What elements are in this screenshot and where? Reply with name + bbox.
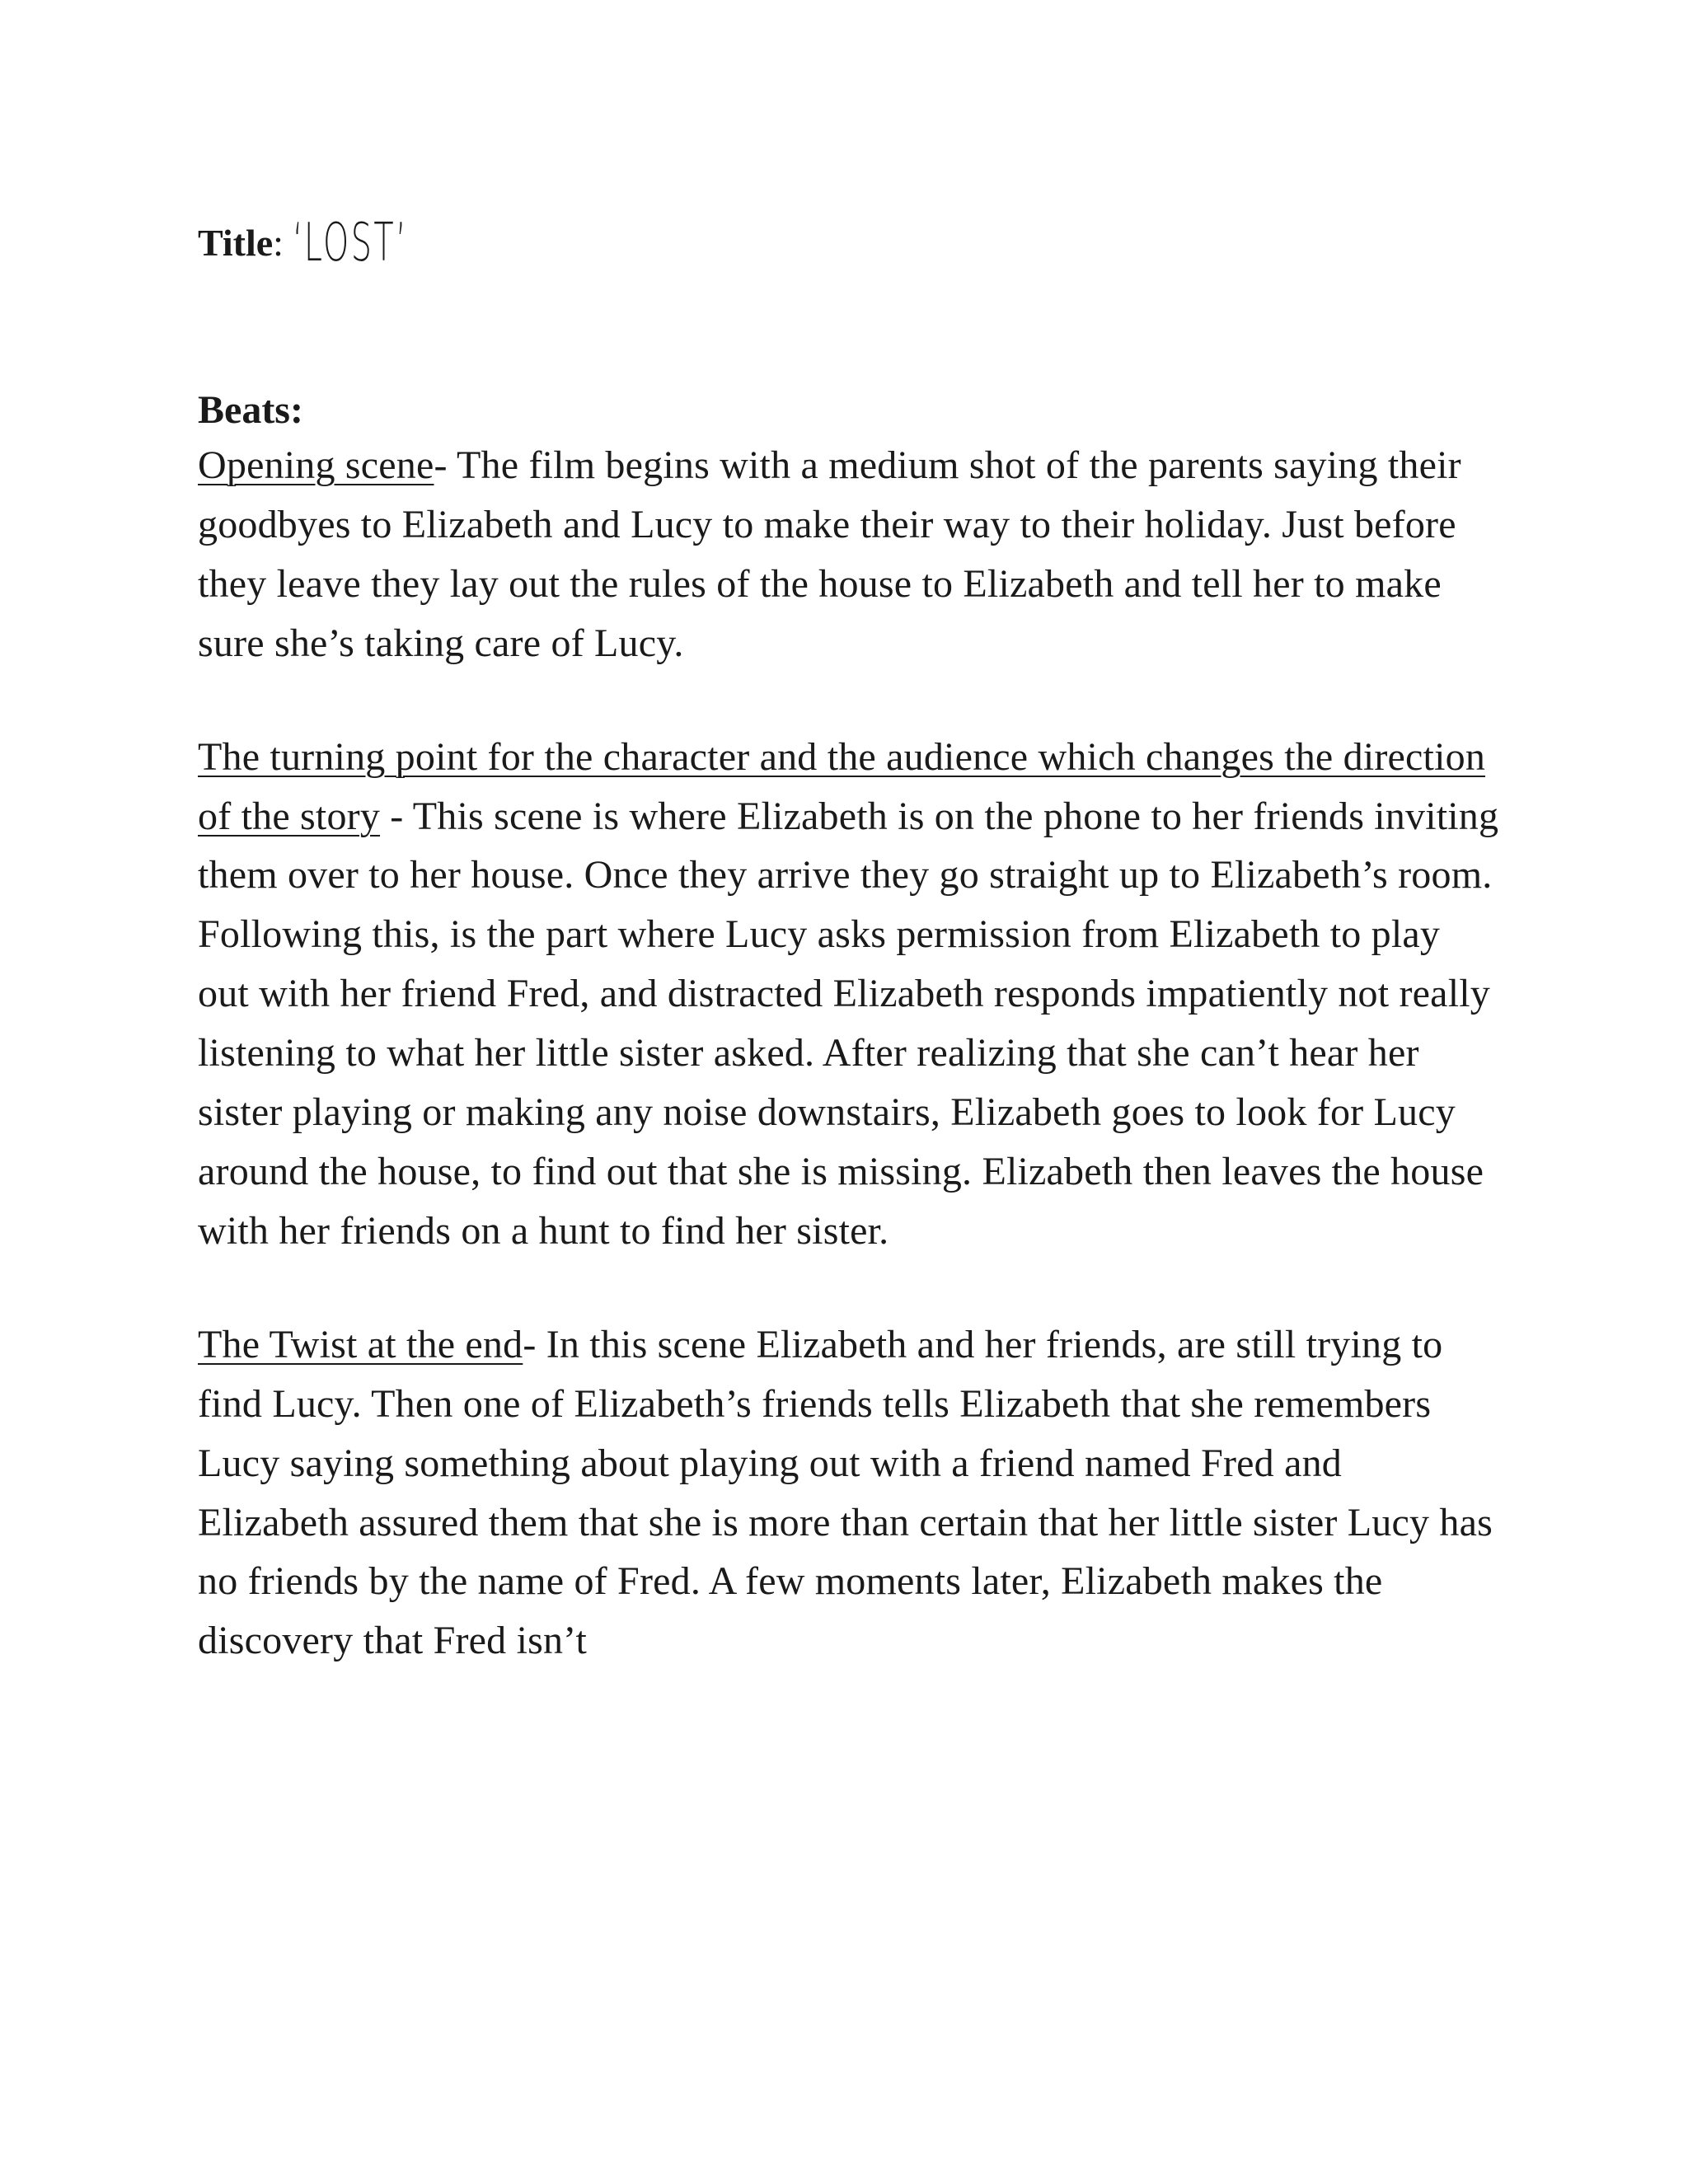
- beat-turning-point: [198, 728, 1500, 1261]
- beat-text: - In this scene Elizabeth and her friends, are still trying to find Lucy. Then one of Elizabeth’s friends tells Elizabeth that she remembers Lucy saying something about playing out with a friend named Fred and Elizabeth assured them that she is more than certain that her little sister Lucy has no friends by the name of Fred. A few moments later, Elizabeth makes the discovery that Fred isn’t: [198, 1322, 1493, 1663]
- beat-heading: The turning point for the character and the audience which changes the direction of the story: [198, 734, 1486, 838]
- beat-text: - The film begins with a medium shot of the parents saying their goodbyes to Elizabeth and Lucy to make their way to their holiday. Just before they leave they lay out the rules of the house to Elizabeth and tell her to make sure she’s taking care of Lucy.: [198, 443, 1461, 665]
- beat-opening-scene: [198, 436, 1500, 673]
- title-label: Title: [198, 222, 274, 264]
- title-separator: :: [273, 222, 293, 264]
- beat-heading: The Twist at the end: [198, 1322, 523, 1366]
- beat-heading: Opening scene: [198, 443, 434, 487]
- title-line: [198, 210, 1500, 276]
- document-body: [198, 210, 1500, 1671]
- beat-text: - This scene is where Elizabeth is on the phone to her friends inviting them over to her house. Once they arrive they go straight up to Elizabeth’s room. Following this, is the part where Lucy asks permission from Elizabeth to play out with her friend Fred, and distracted Elizabeth responds impatiently not really listening to what her little sister asked. After realizing that she can’t hear her sister playing or making any noise downstairs, Elizabeth goes to look for Lucy around the house, to find out that she is missing. Elizabeth then leaves the house with her friends on a hunt to find her sister.: [198, 794, 1499, 1253]
- title-value: ‘LOST’: [293, 213, 409, 274]
- beat-twist: [198, 1315, 1500, 1671]
- beats-heading: Beats:: [198, 388, 303, 432]
